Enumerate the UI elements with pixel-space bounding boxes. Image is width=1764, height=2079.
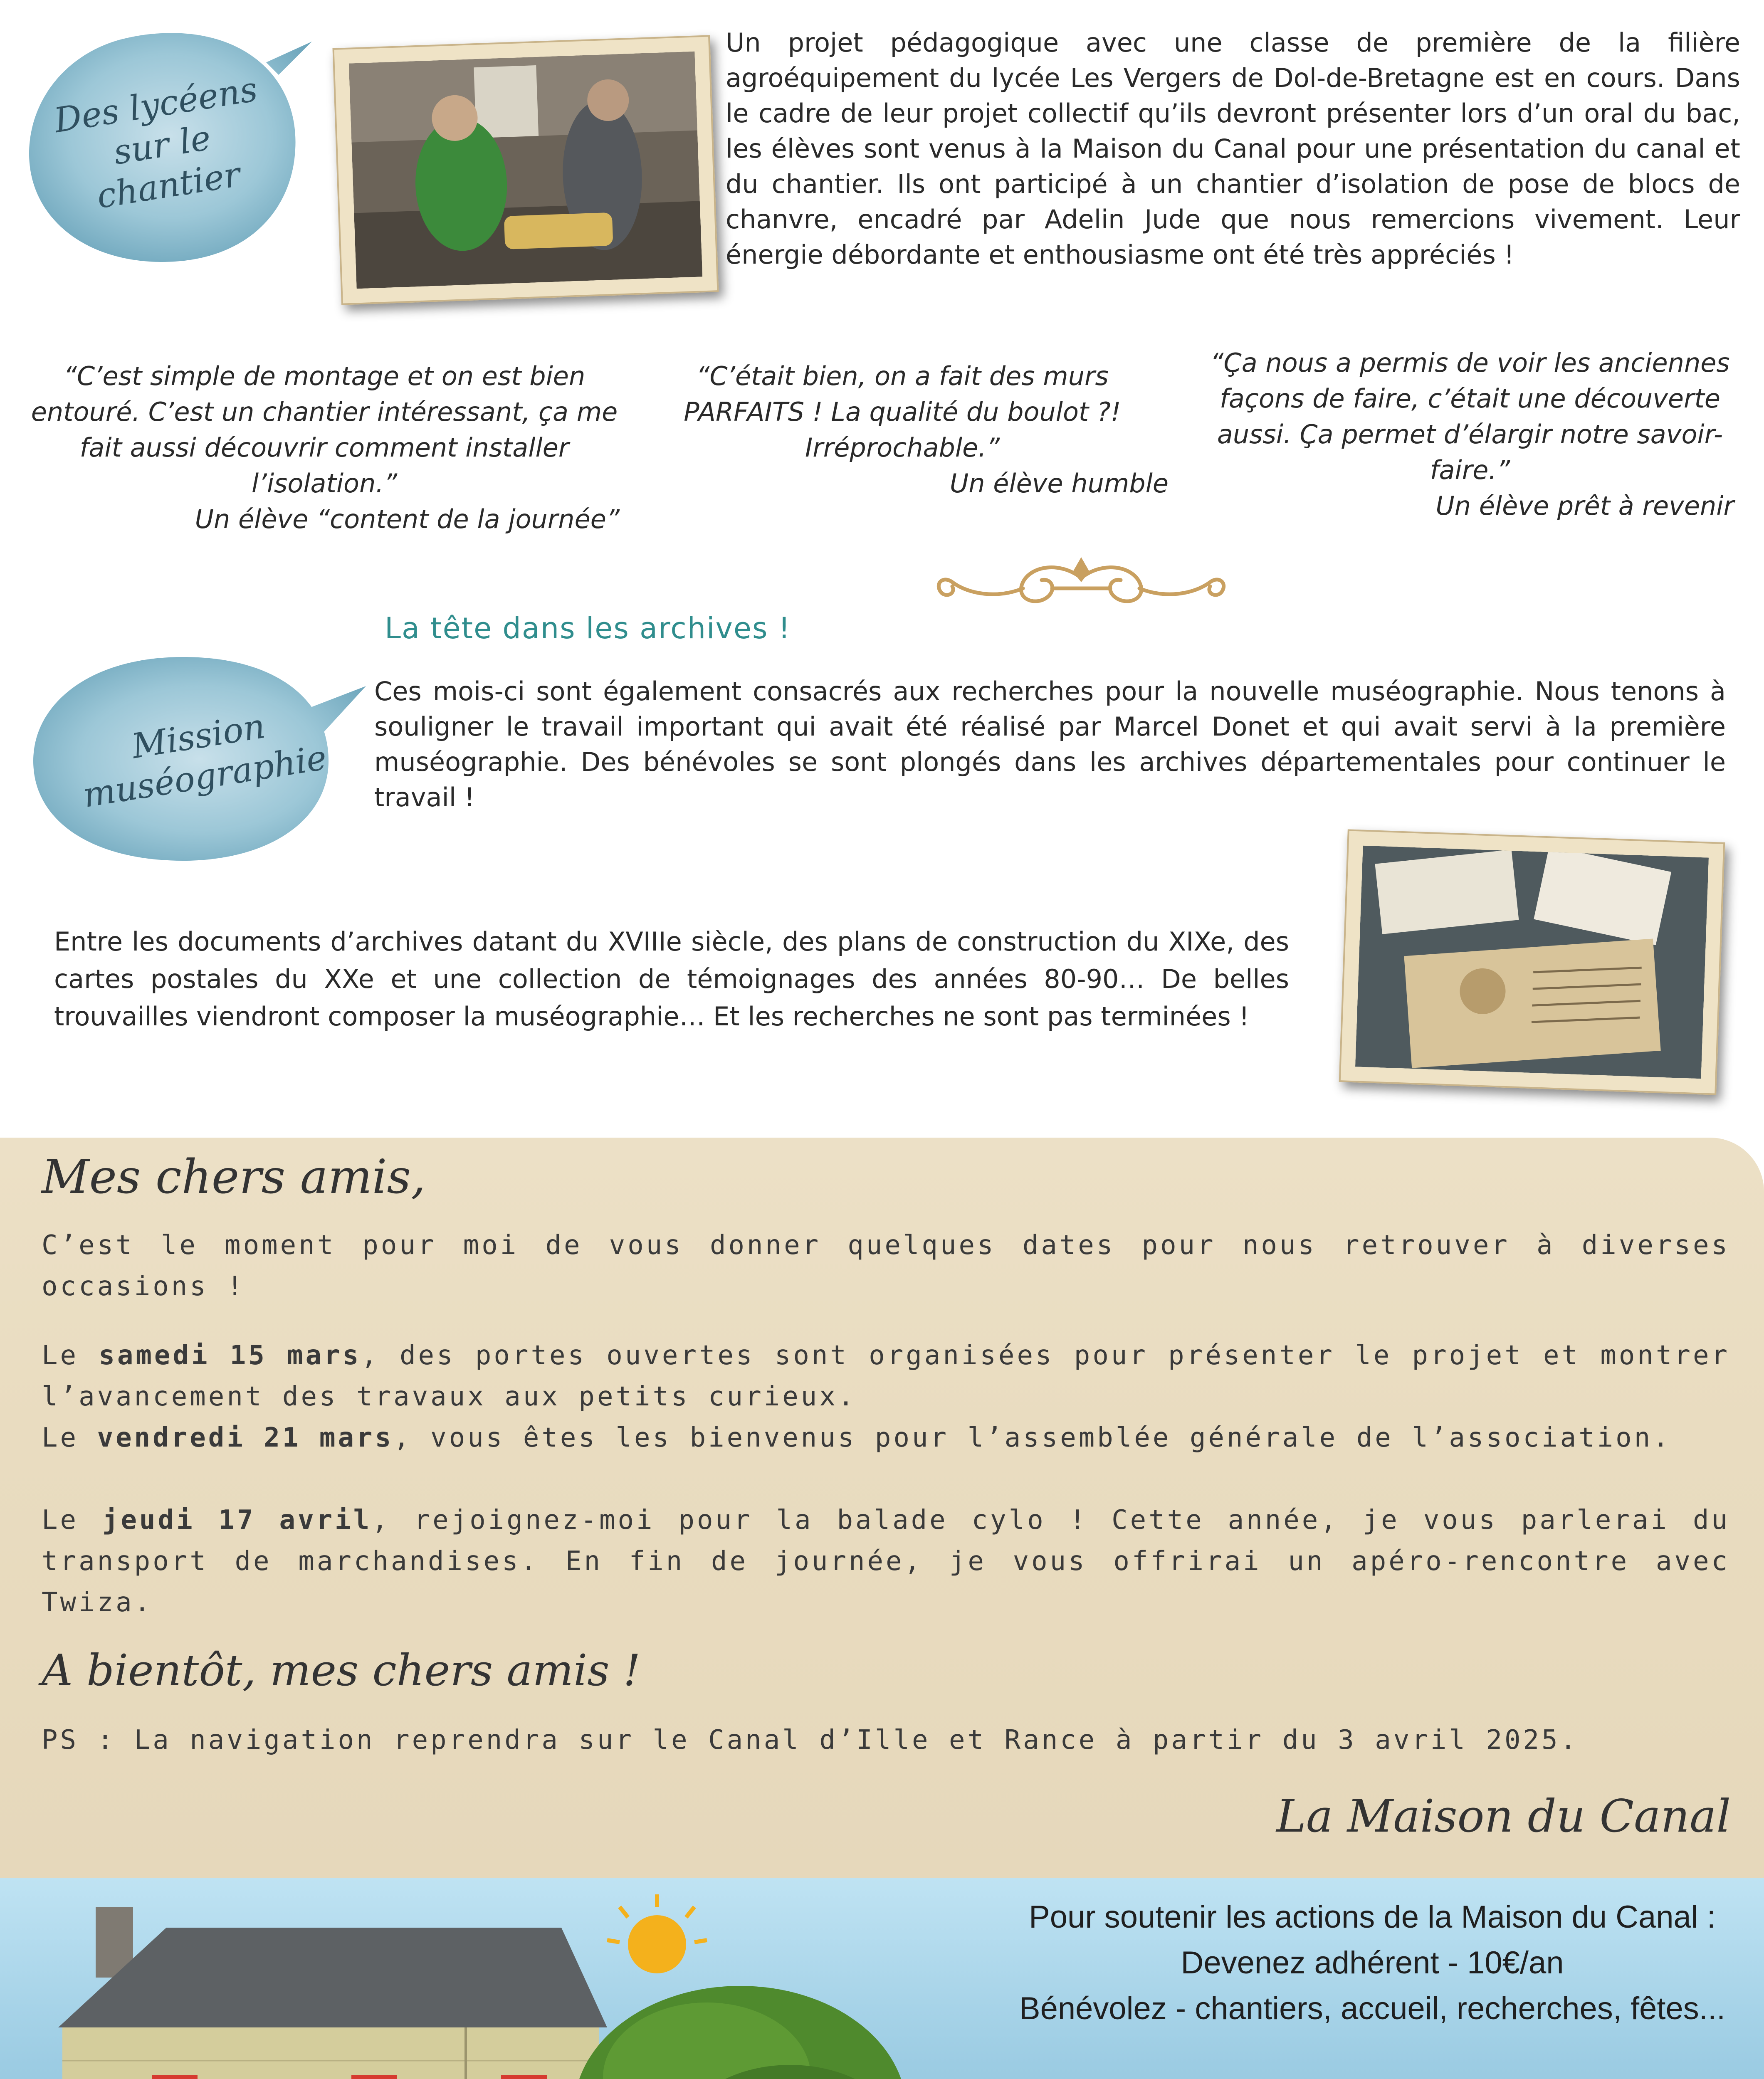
support-block [998,1894,1747,2079]
letter-ps: PS : La navigation reprendra sur le Canal d’Ille et Rance à partir du 3 avril 2025. [42,1725,1579,1756]
event-1-prefix: Le [42,1340,99,1371]
letter-closing: A bientôt, mes chers amis ! [42,1645,641,1696]
event-3-text: , rejoignez-moi pour la balade cylo ! Cette année, je vous parlerai du transport de marchandises. En fin de journée, je vous offrirai un apéro-rencontre avec Twiza. [42,1505,1730,1618]
support-line-3: Bénévolez - chantiers, accueil, recherches, fêtes... [1019,1991,1726,2026]
quote-1-signature: Un élève “content de la journée” [195,504,620,534]
letter-event-2 [42,1417,1730,1459]
section2-subtitle: La tête dans les archives ! [385,611,791,645]
quote-1-text: “C’est simple de montage et on est bien entouré. C’est un chantier intéressant, ça me fait aussi découvrir comment installer l’isolation.” [31,361,618,499]
quote-3 [1206,345,1734,524]
bubble-text-mission: Mission muséographie [80,706,329,816]
house-illustration [0,1878,956,2079]
letter-section [0,1138,1764,1878]
photo-students-worksite [332,35,719,305]
quote-3-signature: Un élève prêt à revenir [1435,491,1734,521]
contact-title [998,2077,1747,2079]
photo-archives [1339,829,1725,1095]
letter-signature: La Maison du Canal [1276,1790,1731,1842]
event-1-date: samedi 15 mars [99,1340,361,1371]
event-2-date: vendredi 21 mars [97,1422,394,1453]
speech-bubble-mission [4,640,366,873]
section2-paragraph-2: Entre les documents d’archives datant du XVIIIe siècle, des plans de construction du XIXe, des cartes postales du XXe et une collection de témoignages des années 80-90… De belles trouvailles viendront composer la muséographie… Et les recherches ne sont pas terminées ! [54,926,1289,1032]
event-3-prefix: Le [42,1505,102,1536]
quote-2-text: “C’était bien, on a fait des murs PARFAITS ! La qualité du boulot ?! Irréprochable.” [684,361,1121,463]
quote-3-text: “Ça nous a permis de voir les anciennes façons de faire, c’était une découverte aussi. Ça permet d’élargir notre savoir-faire.” [1210,348,1730,485]
letter-event-3 [42,1500,1730,1623]
event-3-date: jeudi 17 avril [102,1505,372,1536]
ornament-divider [927,549,1235,611]
photo-archives-image [1355,846,1709,1079]
section2-paragraph-1: Ces mois-ci sont également consacrés aux recherches pour la nouvelle muséographie. Nous tenons à souligner le travail important qui avait été réalisé par Marcel Donet et qui avait servi à la première muséographie. Des bénévoles se sont plongés dans les archives départementales pour continuer le travail ! [374,676,1726,812]
support-banner [0,1878,1764,2079]
event-2-prefix: Le [42,1422,97,1453]
speech-bubble-lyceens [12,17,312,274]
event-1-text: , des portes ouvertes sont organisées pour présenter le projet et montrer l’avancement des travaux aux petits curieux. [42,1340,1730,1412]
letter-greeting: Mes chers amis, [42,1150,426,1204]
quote-1 [29,358,620,537]
section1-paragraph: Un projet pédagogique avec une classe de première de la filière agroéquipement du lycée Les Vergers de Dol-de-Bretagne est en cours. Dans le cadre de leur projet collectif qu’ils devront présenter lors d’un oral du bac, les élèves sont venus à la Maison du Canal pour une présentation du canal et du chantier. Ils ont participé à un chantier d’isolation de pose de blocs de chanvre, encadré par Adelin Jude que nous remercions vivement. Leur énergie débordante et enthousiasme ont été très appréciés ! [726,27,1740,270]
photo-students-image [349,52,702,289]
support-line-2: Devenez adhérent - 10€/an [1181,1945,1564,1980]
bubble-text-lyceens: Des lycéens sur le chantier [51,69,260,217]
letter-intro: C’est le moment pour moi de vous donner quelques dates pour nous retrouver à diverses occasions ! [42,1230,1730,1302]
letter-event-1 [42,1335,1730,1417]
quote-2 [636,358,1169,501]
event-2-text: , vous êtes les bienvenus pour l’assemblée générale de l’association. [393,1422,1671,1453]
support-line-1: Pour soutenir les actions de la Maison du Canal : [1029,1899,1716,1935]
quote-2-signature: Un élève humble [949,468,1169,499]
